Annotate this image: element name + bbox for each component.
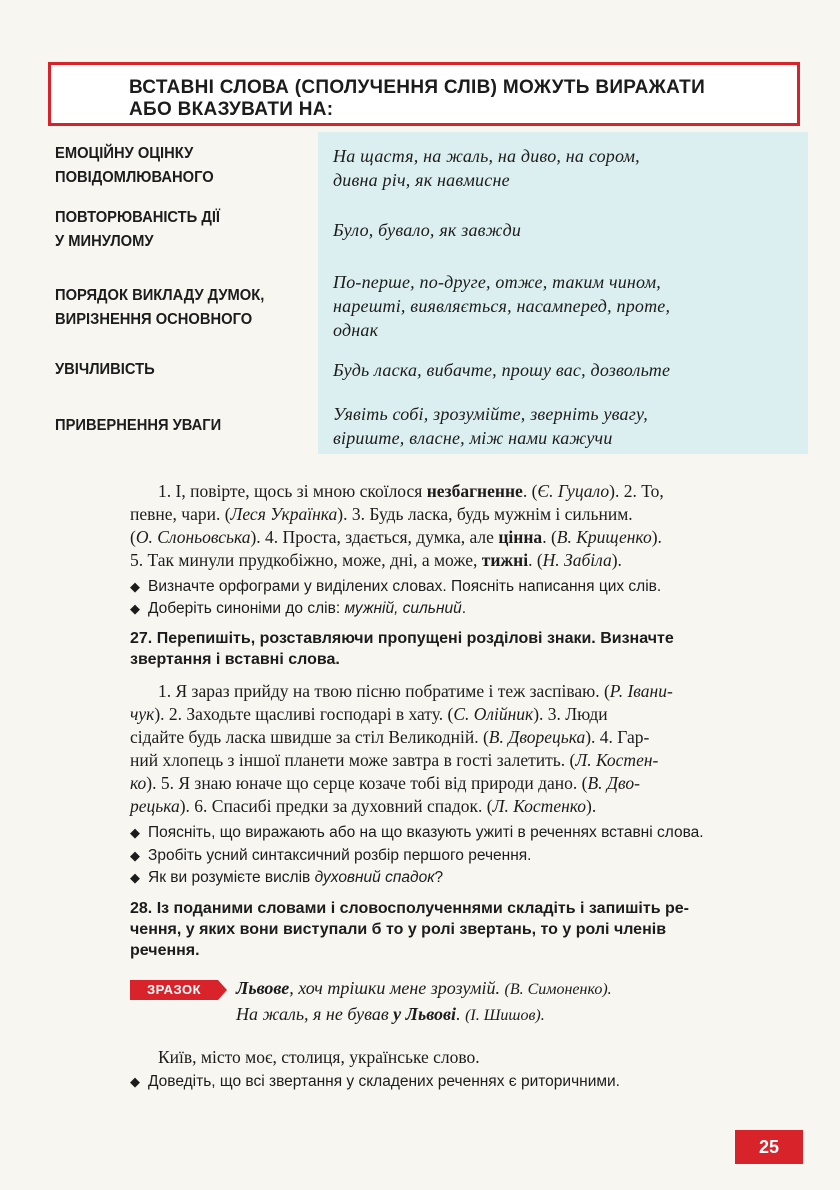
diamond-bullet-icon: ◆ xyxy=(130,870,140,885)
diamond-bullet-icon: ◆ xyxy=(130,825,140,840)
table-row-label: УВІЧЛИВІСТЬ xyxy=(55,361,155,378)
exercise-27-bullet: ◆ Зробіть усний синтаксичний розбір першого речення. xyxy=(130,845,820,867)
diamond-bullet-icon: ◆ xyxy=(130,601,140,616)
page-number: 25 xyxy=(735,1130,803,1164)
exercise-27-task: 27. Перепишіть, розставляючи пропущені розділові знаки. Визначте звертання і вставні слова. xyxy=(130,630,674,668)
table-row-examples: Уявіть собі, зрозумійте, зверніть увагу, віриште, власне, між нами кажучи xyxy=(333,404,648,448)
diamond-bullet-icon: ◆ xyxy=(130,848,140,863)
sample-badge: ЗРАЗОК xyxy=(130,980,218,1000)
exercise-27-bullet: ◆ Поясніть, що виражають або на що вказують ужиті в реченнях вставні слова. xyxy=(130,822,820,844)
exercise-26-bullet: ◆ Визначте орфограми у виділених словах. Поясніть написання цих слів. xyxy=(130,576,820,598)
table-row-examples: На щастя, на жаль, на диво, на сором, дивна річ, як навмисне xyxy=(333,146,640,190)
rule-heading-line-2: АБО ВКАЗУВАТИ НА: xyxy=(129,99,334,120)
exercise-26-bullet: ◆ Доберіть синоніми до слів: мужній, сильний. xyxy=(130,598,820,620)
table-row-examples: По-перше, по-друге, отже, таким чином, нарешті, виявляється, насамперед, проте, однак xyxy=(333,272,671,340)
rule-heading-box xyxy=(48,62,800,126)
exercise-28-task: 28. Із поданими словами і словосполученнями складіть і запишіть ре- чення, у яких вони виступали б то у ролі звертань, то у ролі членів речення. xyxy=(130,900,689,959)
table-row-label: ЕМОЦІЙНУ ОЦІНКУ ПОВІДОМЛЮВАНОГО xyxy=(55,145,214,186)
diamond-bullet-icon: ◆ xyxy=(130,1074,140,1089)
table-row-examples: Було, бувало, як завжди xyxy=(333,220,522,240)
exercise-27-text: 1. Я зараз прийду на твою пісню побратиме і теж заспіваю. (Р. Івани- чук). 2. Заходьте щасливі господарі в хату. (С. Олійник). 3. Люди сідайте будь ласка швидше за стіл Великодній. (В. Дворецька). 4. Гар- ний хлопець з іншої планети може завтра в гості залетить. (Л. Костен- ко). 5. Я знаю юначе що серце козаче тобі від природи дано. (В. Дво- рецька). 6. Спасибі предки за духовний спадок. (Л. Костенко). xyxy=(130,681,673,816)
table-row-label: ПОРЯДОК ВИКЛАДУ ДУМОК, ВИРІЗНЕННЯ ОСНОВНОГО xyxy=(55,287,265,328)
sample-sentences: Львове, хоч трішки мене зрозумій. (В. Симоненко). На жаль, я не бував у Львові. (І. Шишов). xyxy=(236,978,612,1024)
table-row-examples: Будь ласка, вибачте, прошу вас, дозвольте xyxy=(333,360,671,380)
exercise-28-bullet: ◆ Доведіть, що всі звертання у складених реченнях є риторичними. xyxy=(130,1071,820,1093)
exercise-28-words: Київ, місто моє, столиця, українське слово. xyxy=(158,1047,480,1067)
diamond-bullet-icon: ◆ xyxy=(130,579,140,594)
table-row-label: ПОВТОРЮВАНІСТЬ ДІЇ У МИНУЛОМУ xyxy=(55,209,220,250)
rule-heading-line-1: ВСТАВНІ СЛОВА (СПОЛУЧЕННЯ СЛІВ) МОЖУТЬ ВИРАЖАТИ xyxy=(129,77,706,98)
exercise-27-bullet: ◆ Як ви розумієте вислів духовний спадок? xyxy=(130,867,820,889)
table-row-label: ПРИВЕРНЕННЯ УВАГИ xyxy=(55,417,222,434)
exercise-26-text: 1. І, повірте, щось зі мною скоїлося незбагненне. (Є. Гуцало). 2. То, певне, чари. (Леся Українка). 3. Будь ласка, будь мужнім і сильним. (О. Слоньовська). 4. Проста, здається, думка, але цінна. (В. Крищенко). 5. Так минули прудкобіжно, може, дні, а може, тижні. (Н. Забіла). xyxy=(130,481,664,570)
